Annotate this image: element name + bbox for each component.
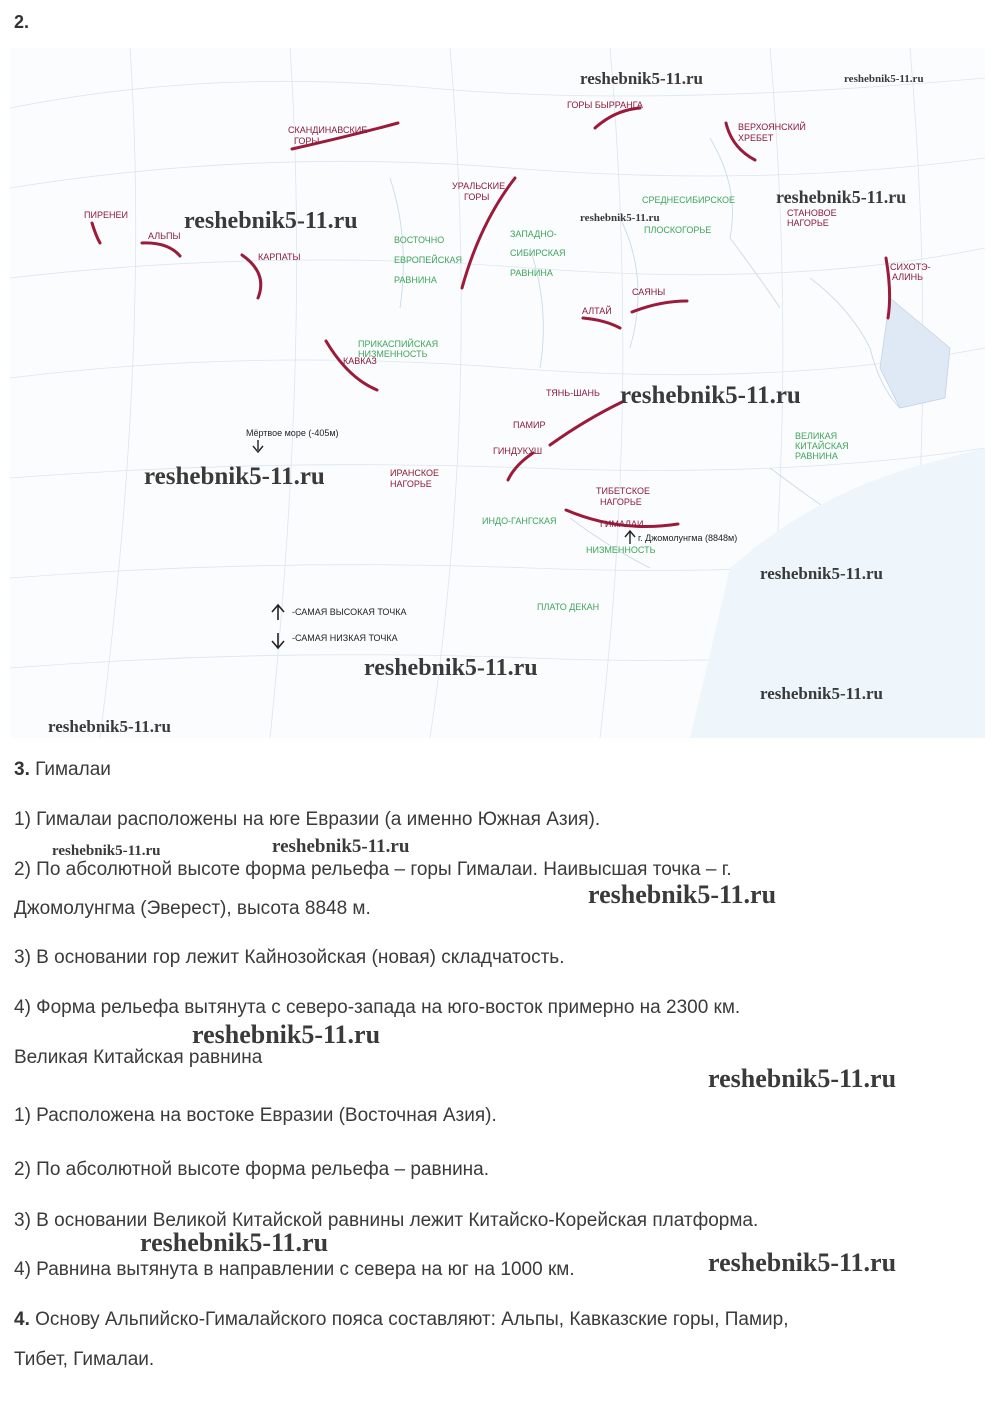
label-china-2: КИТАЙСКАЯ — [795, 441, 849, 451]
label-verkhoyansk-1: ВЕРХОЯНСКИЙ — [738, 122, 806, 132]
himalaya-point-4: 4) Форма рельефа вытянута с северо-запада на юго-восток примерно на 2300 км. — [14, 997, 741, 1018]
label-caucasus: КАВКАЗ — [343, 356, 377, 366]
label-indo-ganges: ИНДО-ГАНГСКАЯ — [482, 516, 557, 526]
watermark: reshebnik5-11.ru — [184, 208, 358, 234]
section-3-heading — [14, 757, 111, 783]
himalaya-point-2a: 2) По абсолютной высоте форма рельефа – горы Гималаи. Наивысшая точка – г. — [14, 859, 732, 880]
label-hindukush: ГИНДУКУШ — [493, 446, 543, 456]
label-tibet-2: НАГОРЬЕ — [600, 497, 642, 507]
label-west-siberian-3: РАВНИНА — [510, 268, 553, 278]
label-caspian-1: ПРИКАСПИЙСКАЯ — [358, 339, 439, 349]
watermark: reshebnik5-11.ru — [708, 1248, 897, 1277]
label-scandinavian-1: СКАНДИНАВСКИЕ — [288, 125, 368, 135]
label-everest: г. Джомолунгма (8848м) — [638, 533, 738, 543]
watermark: reshebnik5-11.ru — [760, 564, 883, 583]
watermark: reshebnik5-11.ru — [760, 684, 883, 703]
label-east-european-2: ЕВРОПЕЙСКАЯ — [394, 255, 462, 265]
label-east-european-1: ВОСТОЧНО — [394, 235, 445, 245]
watermark: reshebnik5-11.ru — [776, 187, 907, 207]
label-central-siberian: СРЕДНЕСИБИРСКОЕ — [642, 195, 735, 205]
label-west-siberian-2: СИБИРСКАЯ — [510, 248, 566, 258]
section-4-text-1: Основу Альпийско-Гималайского пояса составляют: Альпы, Кавказские горы, Памир, — [35, 1309, 789, 1330]
section-4-line-2: Тибет, Гималаи. — [14, 1349, 155, 1370]
plain-point-3: 3) В основании Великой Китайской равнины лежит Китайско-Корейская платформа. — [14, 1210, 759, 1231]
section-4-line-1 — [14, 1307, 789, 1333]
label-deccan: ПЛАТО ДЕКАН — [537, 602, 600, 612]
himalaya-point-3: 3) В основании гор лежит Кайнозойская (новая) складчатость. — [14, 947, 565, 968]
watermark: reshebnik5-11.ru — [708, 1064, 897, 1093]
label-iran-1: ИРАНСКОЕ — [390, 468, 440, 478]
section-3-number: 3. — [14, 759, 30, 780]
label-dead-sea: Мёртвое море (-405м) — [246, 428, 339, 438]
label-ural-1: УРАЛЬСКИЕ — [452, 181, 506, 191]
label-sayan: САЯНЫ — [632, 287, 666, 297]
section-3-title: Гималаи — [35, 759, 111, 780]
label-stanovoe-2: НАГОРЬЕ — [787, 218, 829, 228]
label-pamir: ПАМИР — [513, 420, 546, 430]
watermark: reshebnik5-11.ru — [272, 836, 410, 857]
watermark: reshebnik5-11.ru — [192, 1020, 381, 1049]
label-iran-2: НАГОРЬЕ — [390, 479, 432, 489]
watermark: reshebnik5-11.ru — [140, 1228, 329, 1257]
label-byrranga: ГОРЫ БЫРРАНГА — [567, 100, 643, 110]
plain-title: Великая Китайская равнина — [14, 1047, 263, 1068]
label-tibet-1: ТИБЕТСКОЕ — [596, 486, 651, 496]
label-alps: АЛЬПЫ — [148, 231, 181, 241]
watermark: reshebnik5-11.ru — [620, 382, 801, 409]
legend-lowest-label: -САМАЯ НИЗКАЯ ТОЧКА — [292, 633, 398, 643]
eurasia-relief-map — [10, 48, 985, 738]
himalaya-point-1: 1) Гималаи расположены на юге Евразии (а именно Южная Азия). — [14, 809, 601, 830]
plain-point-4: 4) Равнина вытянута в направлении с севера на юг на 1000 км. — [14, 1259, 575, 1280]
label-stanovoe-1: СТАНОВОЕ — [787, 208, 837, 218]
section-2-number: 2. — [14, 12, 30, 32]
label-carpathians: КАРПАТЫ — [258, 252, 301, 262]
watermark: reshebnik5-11.ru — [580, 69, 703, 88]
watermark: reshebnik5-11.ru — [144, 463, 325, 490]
label-verkhoyansk-2: ХРЕБЕТ — [738, 133, 774, 143]
label-plateau: ПЛОСКОГОРЬЕ — [644, 225, 712, 235]
label-caspian-2: НИЗМЕННОСТЬ — [358, 349, 428, 359]
label-altai: АЛТАЙ — [582, 306, 612, 316]
watermark: reshebnik5-11.ru — [364, 655, 538, 681]
himalaya-point-2b: Джомолунгма (Эверест), высота 8848 м. — [14, 898, 371, 919]
plain-point-1: 1) Расположена на востоке Евразии (Восточная Азия). — [14, 1105, 497, 1126]
plain-point-2: 2) По абсолютной высоте форма рельефа – равнина. — [14, 1159, 490, 1180]
watermark: reshebnik5-11.ru — [52, 843, 161, 859]
label-lowland: НИЗМЕННОСТЬ — [586, 545, 656, 555]
section-4-number: 4. — [14, 1309, 30, 1330]
label-sikhote-2: АЛИНЬ — [892, 272, 923, 282]
label-china-3: РАВНИНА — [795, 451, 838, 461]
legend-highest-label: -САМАЯ ВЫСОКАЯ ТОЧКА — [292, 607, 407, 617]
label-east-european-3: РАВНИНА — [394, 275, 437, 285]
label-tienshan: ТЯНЬ-ШАНЬ — [546, 388, 600, 398]
label-china-1: ВЕЛИКАЯ — [795, 431, 838, 441]
label-himalaya: ГИМАЛАИ — [600, 519, 644, 529]
label-ural-2: ГОРЫ — [464, 192, 490, 202]
label-west-siberian-1: ЗАПАДНО- — [510, 229, 557, 239]
label-scandinavian-2: ГОРЫ — [294, 136, 320, 146]
watermark: reshebnik5-11.ru — [48, 717, 171, 736]
watermark: reshebnik5-11.ru — [588, 880, 777, 909]
label-sikhote-1: СИХОТЭ- — [890, 262, 931, 272]
watermark: reshebnik5-11.ru — [844, 73, 924, 85]
label-pyrenees: ПИРЕНЕИ — [84, 210, 128, 220]
watermark: reshebnik5-11.ru — [580, 212, 660, 224]
